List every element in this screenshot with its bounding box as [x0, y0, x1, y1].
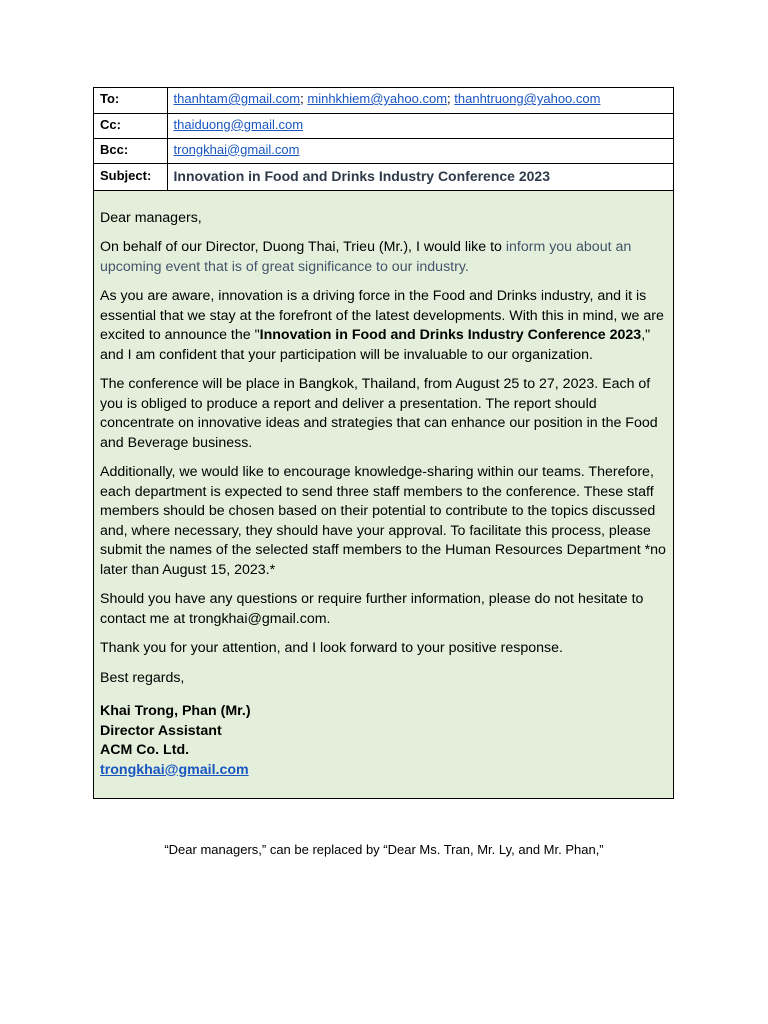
paragraph-intro-highlight: inform you about an upcoming event that is of great significance to our industry. [100, 239, 632, 275]
bcc-label: Bcc: [94, 138, 167, 163]
conference-name: Innovation in Food and Drinks Industry Conference 2023 [259, 327, 642, 343]
email-header-table [94, 88, 673, 191]
bcc-recipients [167, 138, 673, 163]
cc-email[interactable]: thaiduong@gmail.com [173, 116, 304, 132]
bcc-row [94, 138, 673, 163]
closing: Best regards, [100, 669, 185, 686]
paragraph-announcement [100, 287, 667, 365]
to-row [94, 88, 673, 113]
paragraph-staff-selection: Additionally, we would like to encourage knowledge-sharing within our teams. Therefore, each department is expected to send three staff members to the conference. These staff members should be chosen based on their potential to contribute to the topics discussed and, where necessary, they should have your approval. To facilitate this process, please submit the names of the selected staff members to the Human Resources Department *no later than August 15, 2023.* [100, 464, 666, 578]
signature-block [100, 702, 667, 780]
subject-text: Innovation in Food and Drinks Industry Conference 2023 [173, 167, 551, 184]
subject-label: Subject: [94, 163, 167, 190]
to-separator: ; [300, 91, 308, 106]
bcc-email[interactable]: trongkhai@gmail.com [173, 141, 300, 157]
paragraph-thanks: Thank you for your attention, and I look forward to your positive response. [100, 640, 563, 656]
to-email-3[interactable]: thanhtruong@yahoo.com [454, 91, 601, 106]
subject-cell [167, 163, 673, 190]
announcement-end: ," and I am confident that your participation will be invaluable to our organization. [100, 327, 651, 363]
email-body [94, 191, 673, 799]
to-email-1[interactable]: thanhtam@gmail.com [173, 91, 301, 106]
to-label: To: [94, 88, 167, 113]
paragraph-conference-details: The conference will be place in Bangkok, Thailand, from August 25 to 27, 2023. Each of you is obliged to produce a report and deliver a presentation. The report should concentrate on innovative ideas and strategies that can enhance our position in the Food and Beverage business. [100, 376, 658, 451]
paragraph-contact: Should you have any questions or require further information, please do not hesitate to contact me at trongkhai@gmail.com. [100, 591, 644, 627]
to-email-2[interactable]: minhkhiem@yahoo.com [307, 91, 448, 106]
to-separator: ; [447, 91, 455, 106]
signature-name: Khai Trong, Phan (Mr.) [100, 703, 251, 719]
footnote: “Dear managers,” can be replaced by “Dear Ms. Tran, Mr. Ly, and Mr. Phan,” [164, 842, 604, 857]
email-template [93, 87, 674, 799]
announcement-start: As you are aware, innovation is a driving force in the Food and Drinks industry, and it is essential that we stay at the forefront of the latest developments. With this in mind, we are excited to announce the " [100, 288, 664, 343]
greeting: Dear managers, [100, 209, 202, 226]
paragraph-intro [100, 238, 667, 277]
signature-email[interactable]: trongkhai@gmail.com [100, 761, 249, 778]
cc-row [94, 113, 673, 138]
cc-recipients [167, 113, 673, 138]
signature-company: ACM Co. Ltd. [100, 742, 190, 758]
to-recipients [167, 88, 673, 113]
cc-label: Cc: [94, 113, 167, 138]
paragraph-intro-text: On behalf of our Director, Duong Thai, Trieu (Mr.), I would like to [100, 239, 506, 255]
signature-title: Director Assistant [100, 722, 222, 739]
subject-row [94, 163, 673, 190]
